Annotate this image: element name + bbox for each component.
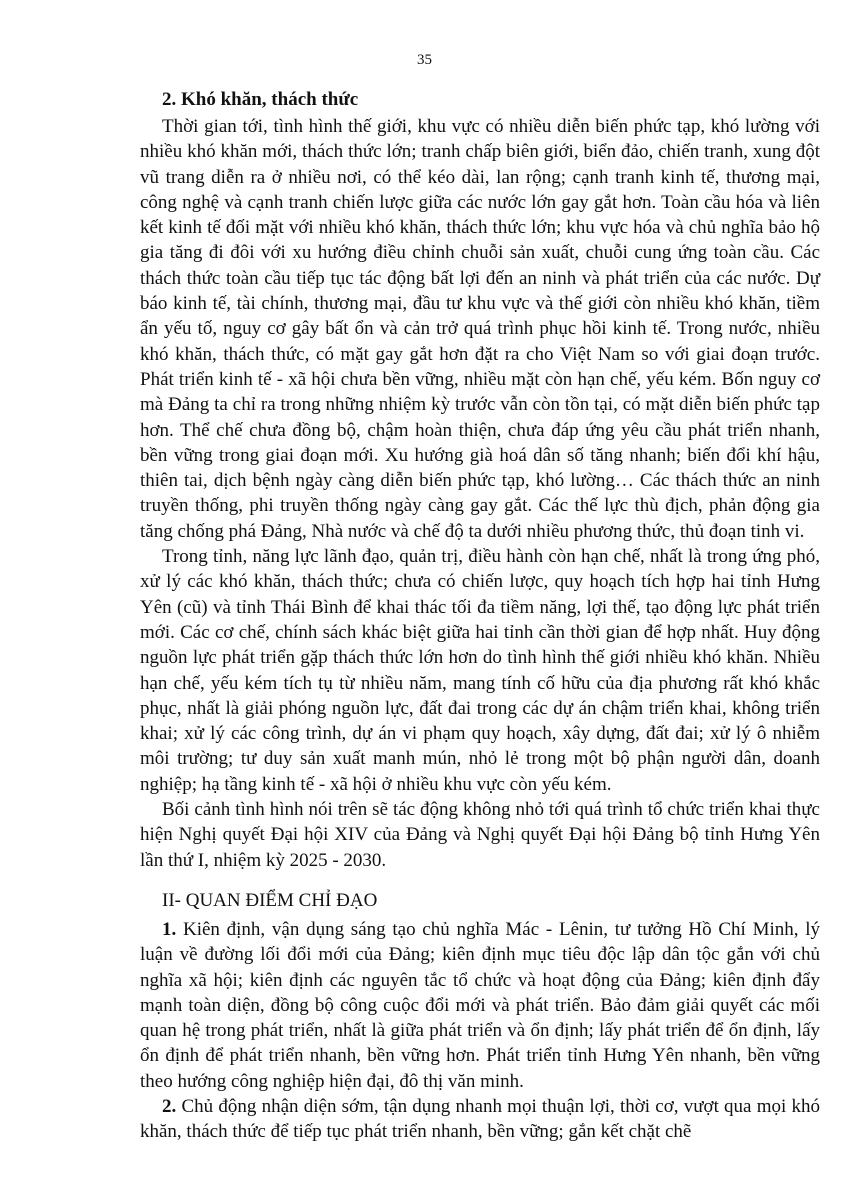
paragraph-number: 2. bbox=[162, 1095, 177, 1117]
paragraph-text: Chủ động nhận diện sớm, tận dụng nhanh mọi thuận lợi, thời cơ, vượt qua mọi khó khăn, thách thức để tiếp tục phát triển nhanh, bền vững; gắn kết chặt chẽ bbox=[140, 1095, 820, 1143]
paragraph-number: 1. bbox=[162, 918, 177, 940]
section-title: II- QUAN ĐIỂM CHỈ ĐẠO bbox=[162, 889, 378, 911]
paragraph: Trong tỉnh, năng lực lãnh đạo, quản trị, điều hành còn hạn chế, nhất là trong ứng phó, xử lý các khó khăn, thách thức; chưa có chiến lược, quy hoạch tích hợp hai tỉnh Hưng Yên (cũ) và tỉnh Thái Bình để khai thác tối đa tiềm năng, lợi thế, tạo động lực phát triển mới. Các cơ chế, chính sách khác biệt giữa hai tỉnh cần thời gian để hợp nhất. Huy động nguồn lực phát triển gặp thách thức lớn hơn do tình hình thế giới nhiều khó khăn. Nhiều hạn chế, yếu kém tích tụ từ nhiều năm, mang tính cố hữu của địa phương rất khó khắc phục, nhất là giải phóng nguồn lực, đất đai trong các dự án chậm triển khai, không triển khai; xử lý các công trình, dự án vi phạm quy hoạch, xây dựng, đất đai; xử lý ô nhiễm môi trường; tư duy sản xuất manh mún, nhỏ lẻ trong một bộ phận người dân, doanh nghiệp; hạ tầng kinh tế - xã hội ở nhiều khu vực còn yếu kém. bbox=[140, 546, 820, 795]
paragraph-text: Kiên định, vận dụng sáng tạo chủ nghĩa Mác - Lênin, tư tưởng Hồ Chí Minh, lý luận về đường lối đổi mới của Đảng; kiên định mục tiêu độc lập dân tộc gắn với chủ nghĩa xã hội; kiên định các nguyên tắc tổ chức và hoạt động của Đảng; kiên định đẩy mạnh toàn diện, đồng bộ công cuộc đổi mới và phát triển. Bảo đảm giải quyết các mối quan hệ trong phát triển, nhất là giữa phát triển và ổn định; lấy phát triển để ổn định, lấy ổn định để phát triển nhanh, bền vững hơn. Phát triển tỉnh Hưng Yên nhanh, bền vững theo hướng công nghiệp hiện đại, đô thị văn minh. bbox=[140, 918, 820, 1092]
numbered-paragraph bbox=[140, 917, 820, 1094]
paragraph: Thời gian tới, tình hình thế giới, khu vực có nhiều diễn biến phức tạp, khó lường với nhiều khó khăn mới, thách thức lớn; tranh chấp biên giới, biển đảo, chiến tranh, xung đột vũ trang diễn ra ở nhiều nơi, có thể kéo dài, lan rộng; cạnh tranh kinh tế, thương mại, công nghệ và cạnh tranh chiến lược giữa các nước lớn gay gắt hơn. Toàn cầu hóa và liên kết kinh tế đối mặt với nhiều khó khăn, thách thức lớn; khu vực hóa và chủ nghĩa bảo hộ gia tăng đi đôi với xu hướng điều chỉnh chuỗi sản xuất, chuỗi cung ứng toàn cầu. Các thách thức toàn cầu tiếp tục tác động bất lợi đến an ninh và phát triển của các nước. Dự báo kinh tế, tài chính, thương mại, đầu tư khu vực và thế giới còn nhiều khó khăn, tiềm ẩn yếu tố, nguy cơ gây bất ổn và cản trở quá trình phục hồi kinh tế. Trong nước, nhiều khó khăn, thách thức, có mặt gay gắt hơn đặt ra cho Việt Nam so với giai đoạn trước. Phát triển kinh tế - xã hội chưa bền vững, nhiều mặt còn hạn chế, yếu kém. Bốn nguy cơ mà Đảng ta chỉ ra trong những nhiệm kỳ trước vẫn còn tồn tại, có mặt diễn biến phức tạp hơn. Thể chế chưa đồng bộ, chậm hoàn thiện, chưa đáp ứng yêu cầu phát triển nhanh, bền vững trong giai đoạn mới. Xu hướng già hoá dân số tăng nhanh; biến đổi khí hậu, thiên tai, dịch bệnh ngày càng diễn biến phức tạp, khó lường… Các thách thức an ninh truyền thống, phi truyền thống ngày càng gay gắt. Các thế lực thù địch, phản động gia tăng chống phá Đảng, Nhà nước và chế độ ta dưới nhiều phương thức, thủ đoạn tinh vi. bbox=[140, 116, 820, 542]
section-heading: 2. Khó khăn, thách thức bbox=[162, 89, 359, 110]
document-body bbox=[140, 86, 820, 1145]
paragraph: Bối cảnh tình hình nói trên sẽ tác động không nhỏ tới quá trình tổ chức triển khai thực hiện Nghị quyết Đại hội XIV của Đảng và Nghị quyết Đại hội Đảng bộ tỉnh Hưng Yên lần thứ I, nhiệm kỳ 2025 - 2030. bbox=[140, 799, 820, 871]
numbered-paragraph bbox=[140, 1094, 820, 1145]
page-number: 35 bbox=[417, 52, 432, 68]
